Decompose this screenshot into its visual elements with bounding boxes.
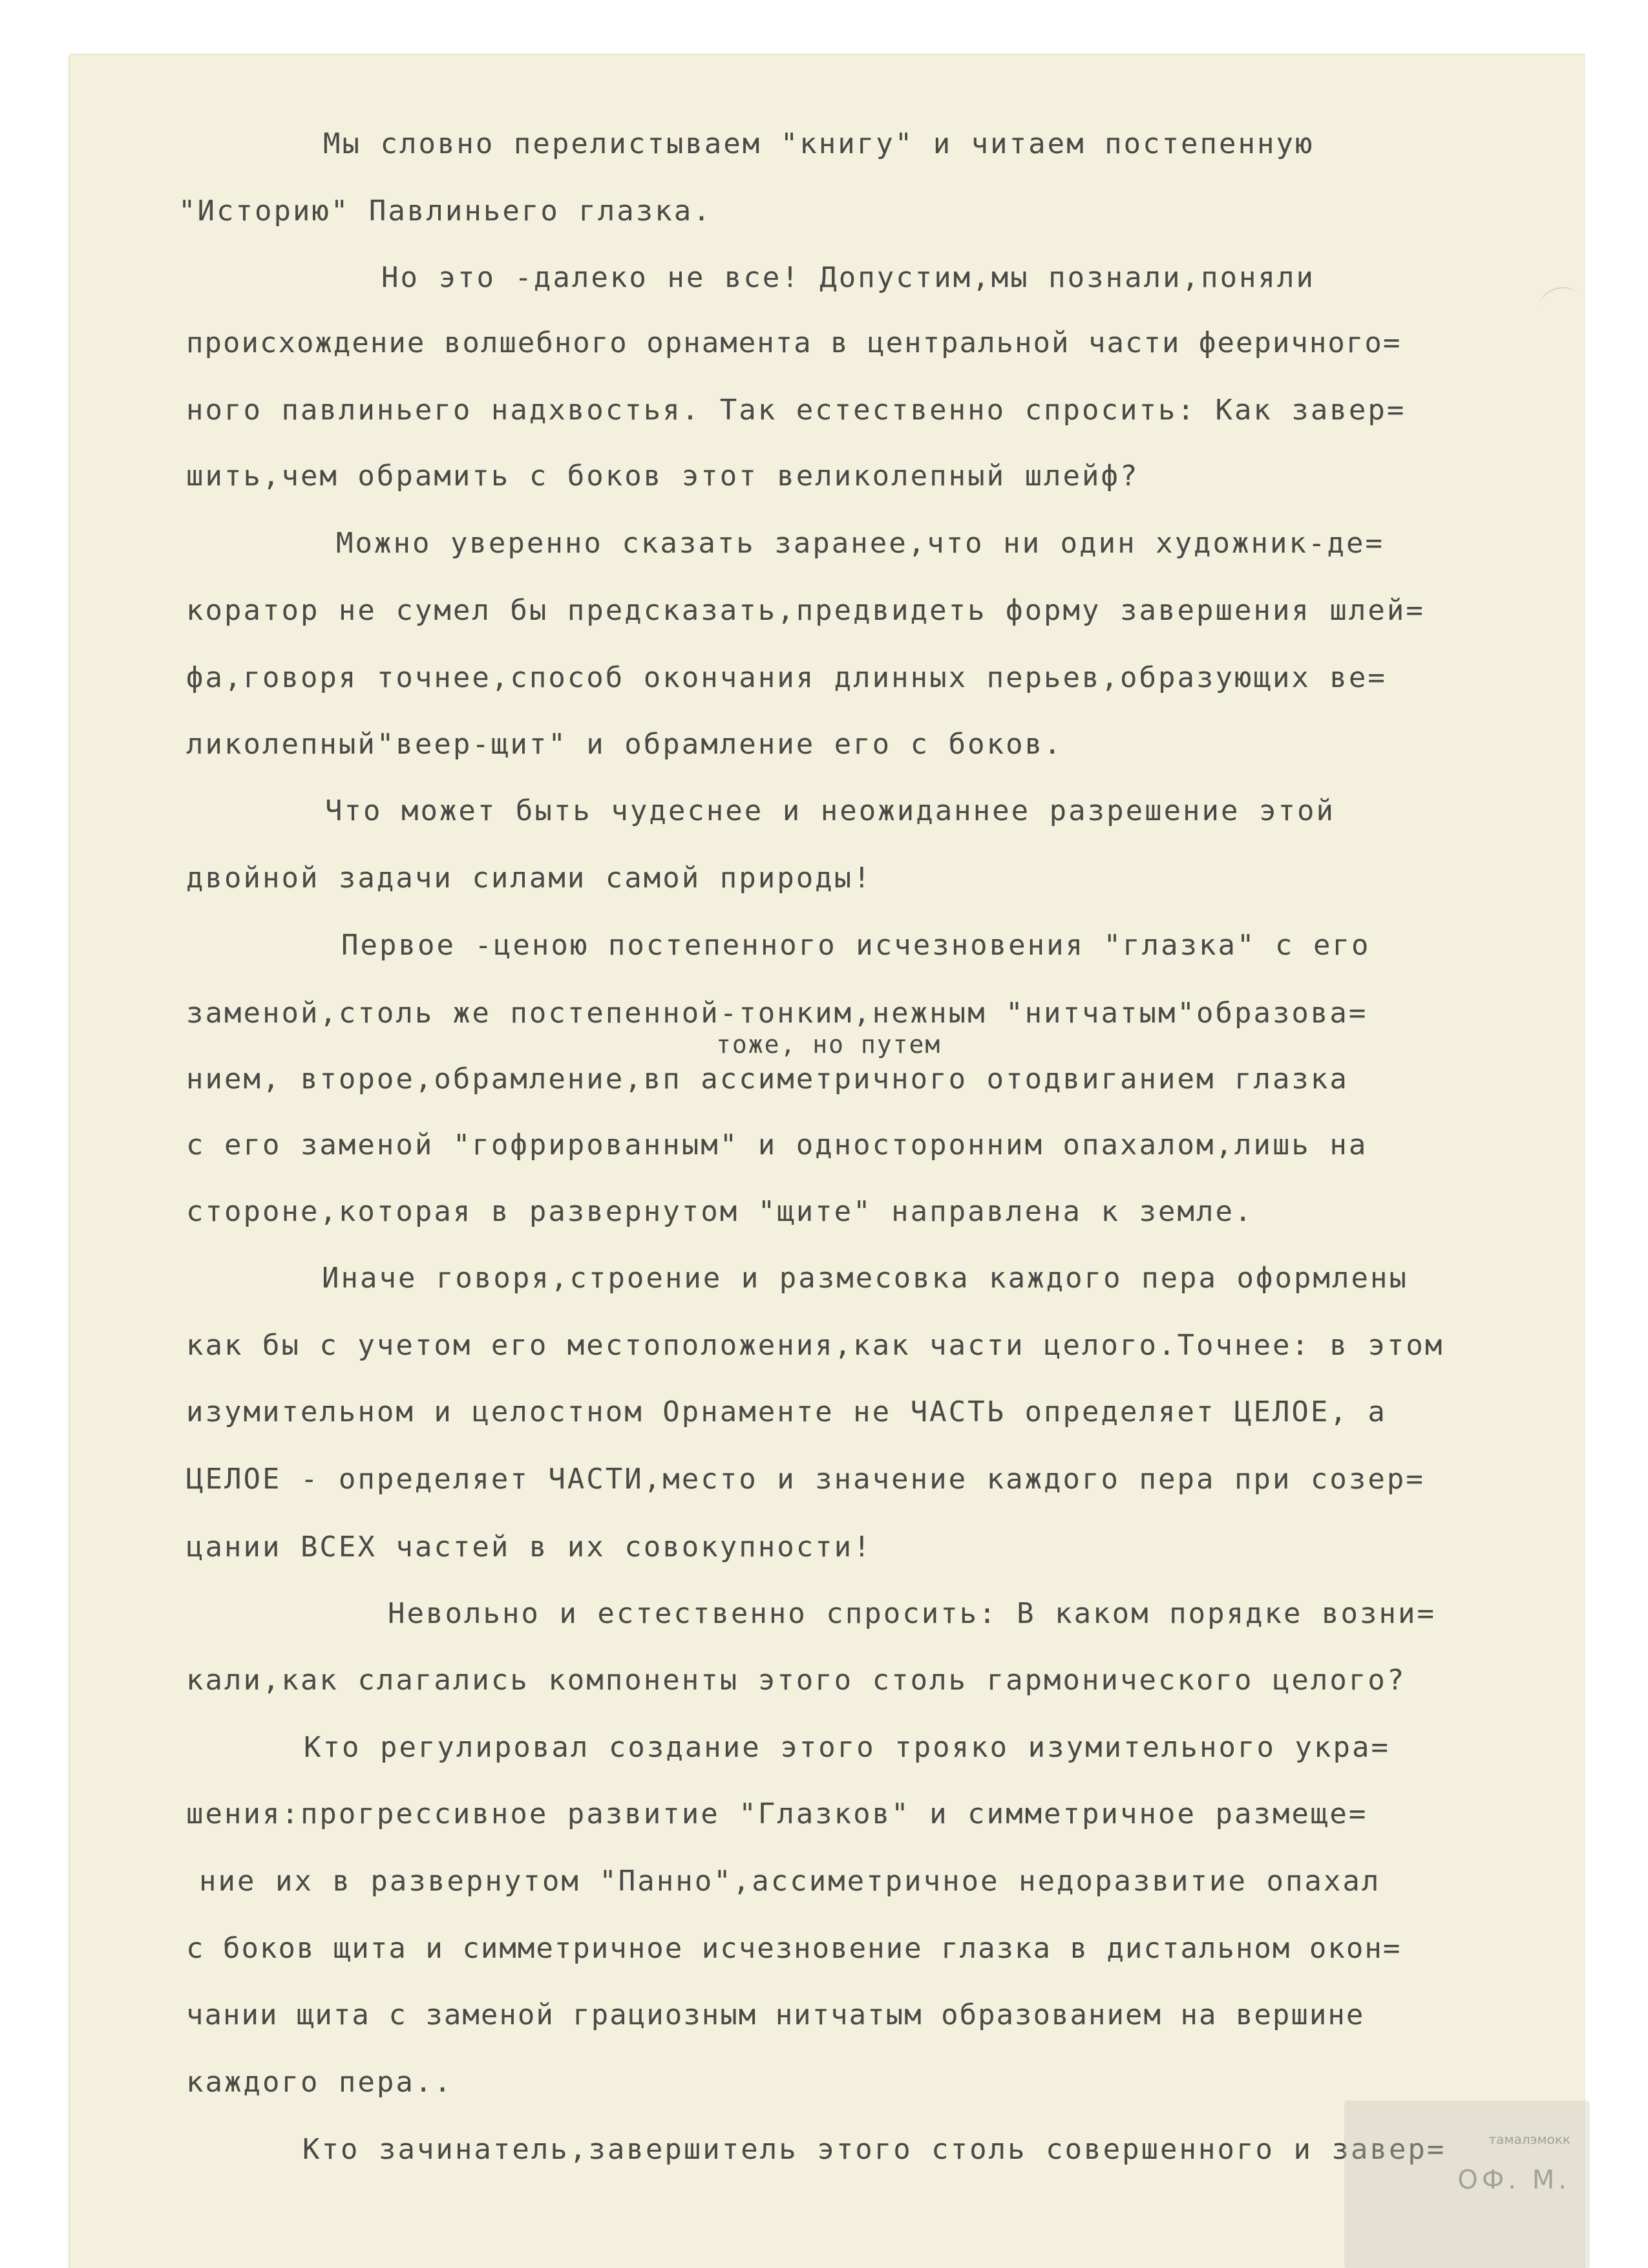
text-line: с его заменой "гофрированным" и односторонним опахалом,лишь на	[186, 1129, 1368, 1161]
text-line: Первое -ценою постепенного исчезновения "глазка" с его	[341, 929, 1371, 962]
text-line: Иначе говоря,строение и размесовка каждого пера оформлены	[322, 1262, 1408, 1295]
text-line: фа,говоря точнее,способ окончания длинных перьев,образующих ве=	[186, 661, 1387, 694]
text-line: кали,как слагались компоненты этого столь гармонического целого?	[186, 1664, 1406, 1697]
text-line: ликолепный"веер-щит" и обрамление его с боков.	[186, 728, 1063, 761]
text-line: каждого пера..	[186, 2066, 453, 2099]
text-line: ного павлиньего надхвостья. Так естественно спросить: Как завер=	[186, 394, 1406, 427]
stamp-text: ОФ. М.	[1457, 2165, 1570, 2195]
text-line: двойной задачи силами самой природы!	[186, 862, 872, 895]
text-line: Кто зачинатель,завершитель этого столь совершенного и завер=	[302, 2133, 1446, 2166]
text-line: "Историю" Павлиньего глазка.	[178, 195, 712, 228]
text-line: Кто регулировал создание этого трояко изумительного укра=	[304, 1731, 1390, 1764]
archive-stamp	[1344, 2101, 1590, 2268]
text-line: чании щита с заменой грациозным нитчатым образованием на вершине	[186, 1998, 1365, 2031]
text-line: Но это -далеко не все! Допустим,мы познали,поняли	[381, 261, 1316, 294]
text-line: нием, второе,обрамление,вп ассиметричного отодвиганием глазка	[186, 1063, 1349, 1096]
text-line: коратор не сумел бы предсказать,предвидеть форму завершения шлей=	[186, 594, 1425, 627]
text-line: шения:прогрессивное развитие "Глазков" и симметричное размеще=	[186, 1797, 1368, 1830]
text-line: ние их в развернутом "Панно",ассиметричное недоразвитие опахал	[199, 1865, 1381, 1898]
typewritten-sheet	[70, 55, 1585, 2268]
text-line: ЦЕЛОЕ - определяет ЧАСТИ,место и значение каждого пера при созер=	[186, 1463, 1425, 1496]
text-line: изумительном и целостном Орнаменте не ЧАСТЬ определяет ЦЕЛОЕ, а	[186, 1395, 1387, 1428]
typed-text-block	[70, 55, 1585, 2268]
text-line: Мы словно перелистываем "книгу" и читаем постепенную	[323, 127, 1315, 160]
text-line: Что может быть чудеснее и неожиданнее разрешение этой	[325, 794, 1335, 827]
text-line: шить,чем обрамить с боков этот великолепный шлейф?	[186, 460, 1139, 493]
text-line: заменой,столь же постепенной-тонким,нежным "нитчатым"образова=	[186, 997, 1368, 1030]
text-line: Невольно и естественно спросить: В каком порядке возни=	[388, 1597, 1436, 1630]
text-line: Можно уверенно сказать заранее,что ни один художник-де=	[336, 527, 1384, 560]
typed-insertion: тоже, но путем	[716, 1030, 942, 1059]
stamp-text: тамалэмокк	[1488, 2132, 1570, 2147]
text-line: цании ВСЕХ частей в их совокупности!	[186, 1531, 872, 1563]
text-line: с боков щита и симметричное исчезновение глазка в дистальном окон=	[186, 1932, 1402, 1965]
text-line: как бы с учетом его местоположения,как части целого.Точнее: в этом	[186, 1329, 1444, 1362]
text-line: стороне,которая в развернутом "щите" направлена к земле.	[186, 1195, 1254, 1228]
text-line: происхождение волшебного орнамента в центральной части фееричного=	[186, 326, 1402, 359]
